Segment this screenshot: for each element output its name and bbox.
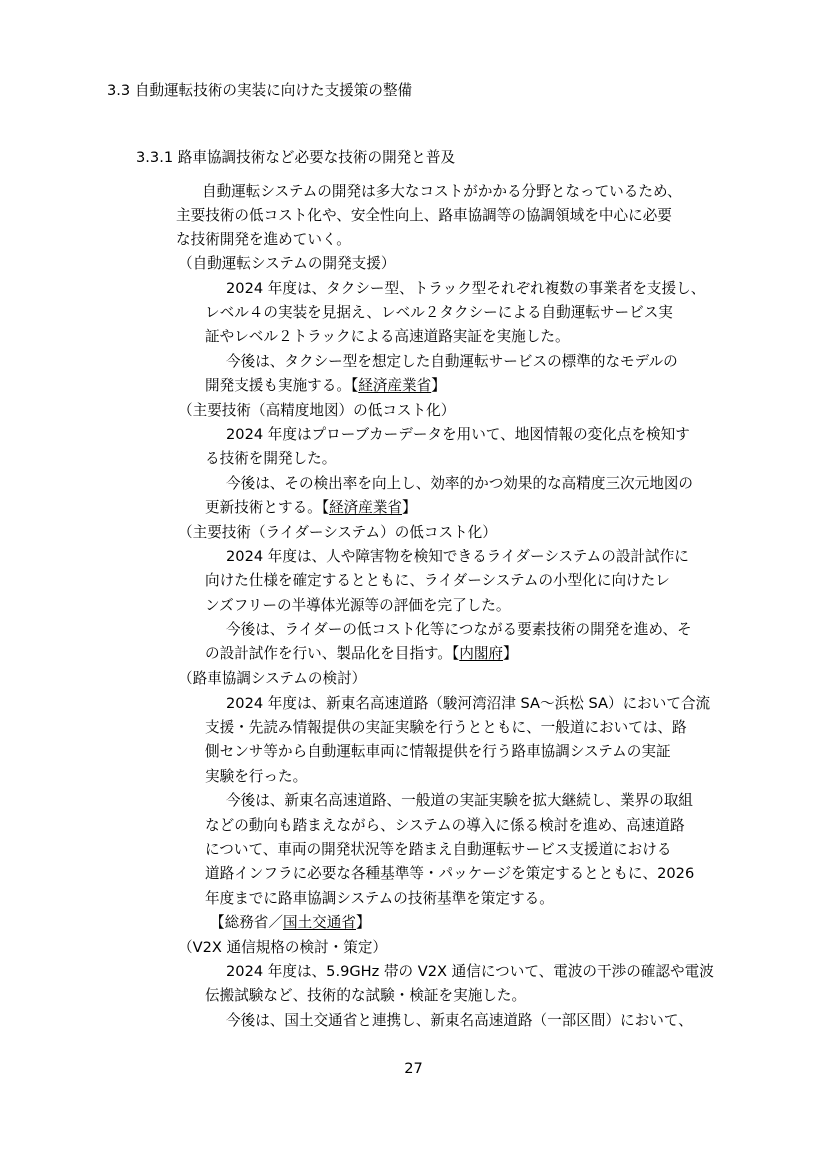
paragraph-line: について、車両の開発状況等を踏まえ自動運転サービス支援道における bbox=[205, 841, 672, 858]
page-number: 27 bbox=[404, 1060, 423, 1077]
paragraph-line: 実験を行った。 bbox=[205, 768, 308, 785]
ministry-name: 国土交通省 bbox=[282, 914, 356, 931]
paragraph-line: 今後は、タクシー型を想定した自動運転サービスの標準的なモデルの bbox=[226, 353, 678, 370]
paragraph-line: 今後は、ライダーの低コスト化等につながる要素技術の開発を進め、そ bbox=[226, 621, 692, 638]
paragraph-line: などの動向も踏まえながら、システムの導入に係る検討を進め、高速道路 bbox=[205, 817, 685, 834]
paragraph-line: 伝搬試験など、技術的な試験・検証を実施した。 bbox=[205, 987, 527, 1004]
paragraph-line: 側センサ等から自動運転車両に情報提供を行う路車協調システムの実証 bbox=[205, 743, 671, 760]
ministry-name: 経済産業省 bbox=[358, 377, 432, 394]
paragraph-line: 道路インフラに必要な各種基準等・パッケージを策定するとともに、2026 bbox=[205, 865, 695, 882]
topic-heading: （自動運転システムの開発支援） bbox=[178, 255, 396, 272]
paragraph-line: 向けた仕様を確定するとともに、ライダーシステムの小型化に向けたレ bbox=[205, 572, 670, 589]
paragraph-line: 2024 年度は、5.9GHz 帯の V2X 通信について、電波の干渉の確認や電波 bbox=[226, 963, 714, 980]
paragraph-line: な技術開発を進めていく。 bbox=[176, 231, 351, 248]
ministry-name: 経済産業省 bbox=[329, 499, 403, 516]
paragraph-line: 今後は、国土交通省と連携し、新東名高速道路（一部区間）において、 bbox=[226, 1012, 693, 1029]
paragraph-line: 今後は、新東名高速道路、一般道の実証実験を拡大継続し、業界の取組 bbox=[226, 792, 694, 809]
ministry-name: 内閣府 bbox=[459, 645, 504, 662]
paragraph-line: 自動運転システムの開発は多大なコストがかかる分野となっているため、 bbox=[202, 183, 682, 200]
paragraph-line: ンズフリーの半導体光源等の評価を完了した。 bbox=[205, 597, 511, 614]
paragraph-line: 今後は、その検出率を向上し、効率的かつ効果的な高精度三次元地図の bbox=[226, 475, 694, 492]
line-text: の設計試作を行い、製品化を目指す。【 bbox=[205, 645, 460, 662]
paragraph-line: 2024 年度は、人や障害物を検知できるライダーシステムの設計試作に bbox=[226, 548, 689, 565]
line-suffix: 】 bbox=[355, 914, 371, 931]
paragraph-line bbox=[210, 912, 371, 934]
line-text: 更新技術とする。【 bbox=[205, 499, 330, 516]
paragraph-line: 年度までに路車協調システムの技術基準を策定する。 bbox=[205, 890, 554, 907]
topic-heading: （主要技術（ライダーシステム）の低コスト化） bbox=[178, 524, 497, 541]
line-text: 開発支援も実施する。【 bbox=[205, 377, 359, 394]
paragraph-line: 2024 年度は、タクシー型、トラック型それぞれ複数の事業者を支援し、 bbox=[226, 280, 706, 297]
section-heading: 3.3 自動運転技術の実装に向けた支援策の整備 bbox=[107, 82, 413, 99]
paragraph-line: 支援・先読み情報提供の実証実験を行うとともに、一般道においては、路 bbox=[205, 719, 687, 736]
line-text: 【総務省／ bbox=[210, 914, 283, 931]
paragraph-line: 証やレベル２トラックによる高速道路実証を実施した。 bbox=[205, 328, 570, 345]
paragraph-line: る技術を開発した。 bbox=[205, 450, 337, 467]
paragraph-line: レベル４の実装を見据え、レベル２タクシーによる自動運転サービス実 bbox=[205, 304, 673, 321]
paragraph-line: 主要技術の低コスト化や、安全性向上、路車協調等の協調領域を中心に必要 bbox=[176, 207, 672, 224]
topic-heading: （V2X 通信規格の検討・策定） bbox=[178, 939, 388, 956]
line-suffix: 】 bbox=[402, 499, 417, 516]
paragraph-line: 2024 年度はプローブカーデータを用いて、地図情報の変化点を検知す bbox=[226, 426, 690, 443]
subsection-heading: 3.3.1 路車協調技術など必要な技術の開発と普及 bbox=[136, 149, 456, 166]
line-suffix: 】 bbox=[503, 645, 518, 662]
paragraph-line bbox=[205, 643, 518, 665]
paragraph-line bbox=[205, 375, 446, 397]
topic-heading: （路車協調システムの検討） bbox=[178, 670, 367, 687]
paragraph-line: 2024 年度は、新東名高速道路（駿河湾沼津 SA～浜松 SA）において合流 bbox=[226, 695, 711, 712]
paragraph-line bbox=[205, 497, 417, 519]
line-suffix: 】 bbox=[431, 377, 446, 394]
topic-heading: （主要技術（高精度地図）の低コスト化） bbox=[178, 402, 456, 419]
